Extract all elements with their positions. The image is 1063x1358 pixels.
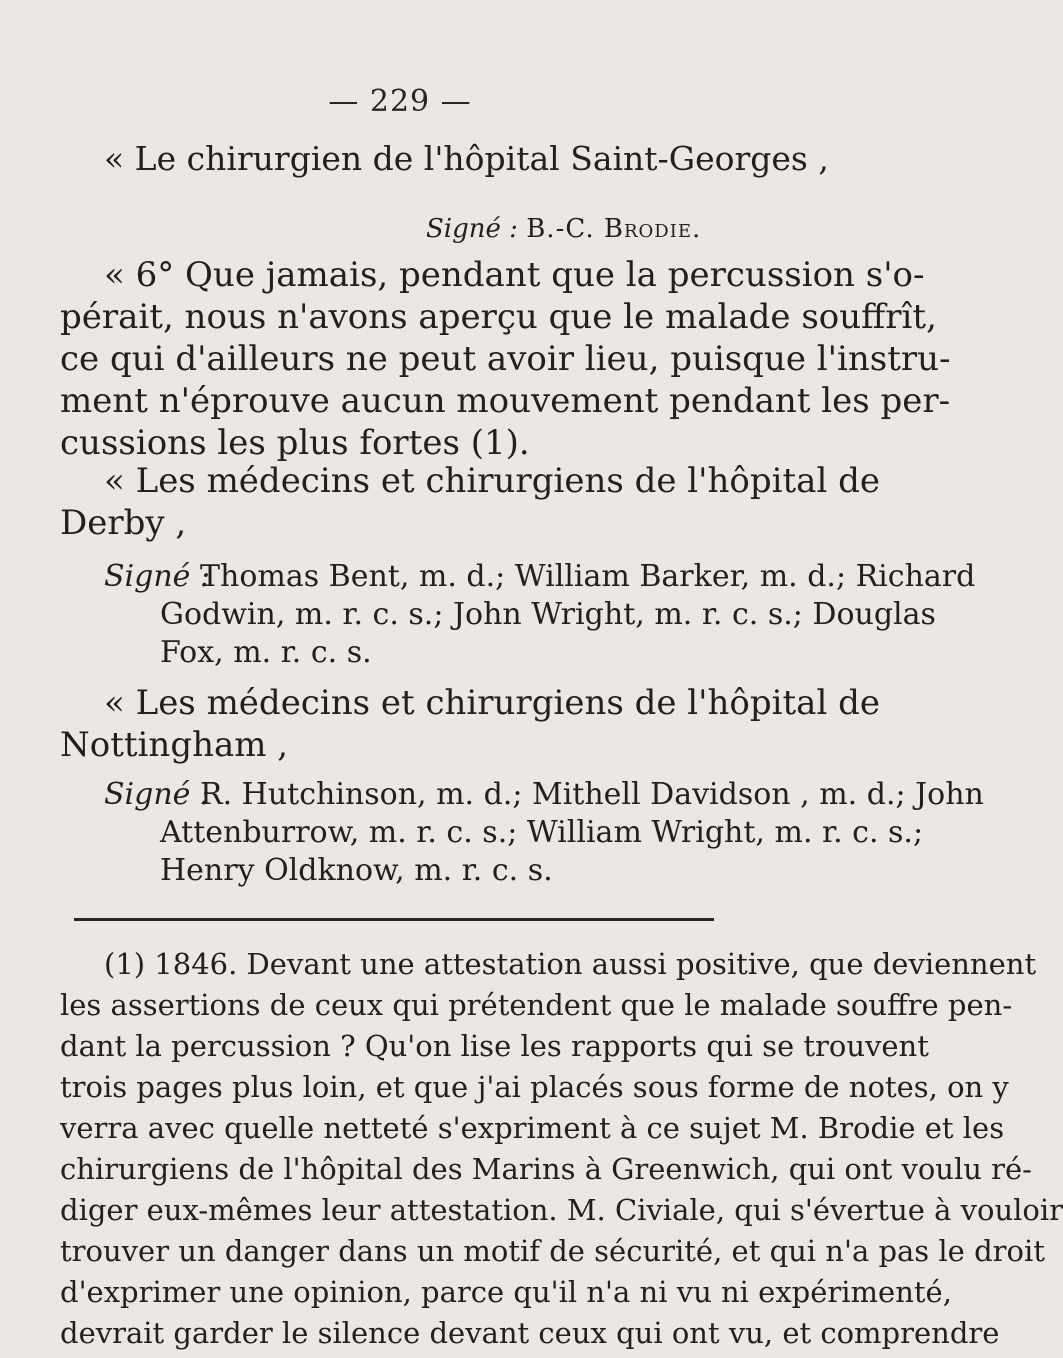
- closing-line: « Les médecins et chirurgiens de l'hôpital de: [104, 683, 881, 723]
- signature-label: Signé :: [104, 559, 211, 594]
- footnote-line: verra avec quelle netteté s'expriment à ce sujet M. Brodie et les: [60, 1111, 1005, 1145]
- signature-line: Fox, m. r. c. s.: [160, 635, 372, 670]
- closing-line: Nottingham ,: [60, 725, 289, 765]
- signature-brodie: [426, 216, 701, 242]
- signature-line: Attenburrow, m. r. c. s.; William Wright, m. r. c. s.;: [160, 815, 924, 850]
- closing-line: « Les médecins et chirurgiens de l'hôpital de: [104, 461, 881, 501]
- footnote-line: dant la percussion ? Qu'on lise les rapports qui se trouvent: [60, 1029, 929, 1063]
- paragraph-line: « 6° Que jamais, pendant que la percussion s'o-: [104, 255, 925, 295]
- footnote-line: trouver un danger dans un motif de sécurité, et qui n'a pas le droit: [60, 1234, 1045, 1268]
- paragraph-line: ce qui d'ailleurs ne peut avoir lieu, puisque l'instru-: [60, 339, 951, 379]
- closing-line: Derby ,: [60, 503, 187, 543]
- footnote-line: diger eux-mêmes leur attestation. M. Civiale, qui s'évertue à vouloir: [60, 1193, 1063, 1227]
- signature-label: Signé :: [426, 214, 518, 244]
- footnote-line: devrait garder le silence devant ceux qui ont vu, et comprendre: [60, 1316, 1000, 1350]
- closing-line: « Le chirurgien de l'hôpital Saint-Georges ,: [104, 139, 829, 178]
- footnote-line: trois pages plus loin, et que j'ai placés sous forme de notes, on y: [60, 1070, 1009, 1104]
- signature-label: Signé :: [104, 777, 211, 812]
- page-number: — 229 —: [328, 84, 472, 119]
- footnote-rule: [74, 918, 714, 921]
- signature-line: Henry Oldknow, m. r. c. s.: [160, 853, 553, 888]
- signature-line: Thomas Bent, m. d.; William Barker, m. d.; Richard: [200, 559, 976, 594]
- footnote-line: d'exprimer une opinion, parce qu'il n'a ni vu ni expérimenté,: [60, 1275, 952, 1309]
- paragraph-line: cussions les plus fortes (1).: [60, 423, 530, 463]
- paragraph-line: pérait, nous n'avons aperçu que le malade souffrît,: [60, 297, 937, 337]
- footnote-line: les assertions de ceux qui prétendent que le malade souffre pen-: [60, 988, 1013, 1022]
- footnote-line: chirurgiens de l'hôpital des Marins à Greenwich, qui ont voulu ré-: [60, 1152, 1032, 1186]
- paragraph-line: ment n'éprouve aucun mouvement pendant les per-: [60, 381, 951, 421]
- signature-line: R. Hutchinson, m. d.; Mithell Davidson , m. d.; John: [200, 777, 984, 812]
- signature-line: Godwin, m. r. c. s.; John Wright, m. r. c. s.; Douglas: [160, 597, 936, 632]
- signature-name: B.-C. Brodie.: [526, 214, 702, 244]
- footnote-line: (1) 1846. Devant une attestation aussi positive, que deviennent: [104, 947, 1037, 981]
